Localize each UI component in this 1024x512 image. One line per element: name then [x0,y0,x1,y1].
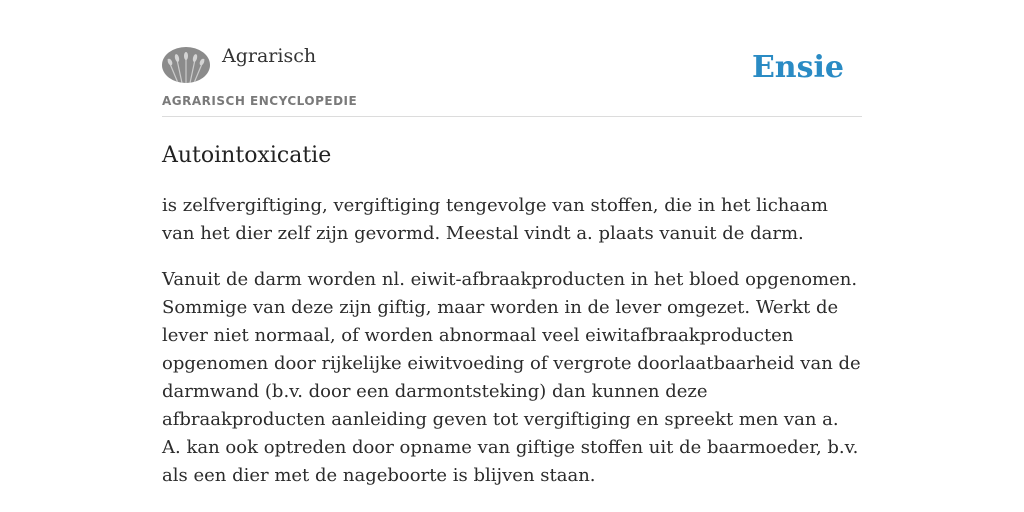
source-subtitle: AGRARISCH ENCYCLOPEDIE [162,94,358,108]
article-paragraph: is zelfvergiftiging, vergiftiging tengevolge van stoffen, die in het lichaam van het dier zelf zijn gevormd. Meestal vindt a. plaats vanuit de darm. [162,195,828,244]
article-title: Autointoxicatie [162,143,332,168]
brand-logo[interactable]: Ensie [751,50,844,85]
header [162,0,862,117]
article-paragraph: Vanuit de darm worden nl. eiwit-afbraakproducten in het bloed opgenomen. Sommige van deze zijn giftig, maar worden in de lever omgezet. Werkt de lever niet normaal, of worden abnormaal veel eiwitafbraakproducten opgenomen door rijkelijke eiwitvoeding of vergrote doorlaatbaarheid van de darmwand (b.v. door een darmontsteking) dan kunnen deze afbraakproducten aanleiding geven tot vergiftiging en spreekt men van a. A. kan ook optreden door opname van giftige stoffen uit de baarmoeder, b.v. als een dier met de nageboorte is blijven staan. [162,269,861,486]
source-name[interactable]: Agrarisch [222,45,317,67]
source-logo[interactable] [162,47,210,83]
wheat-icon [162,47,210,83]
page-container [162,0,862,490]
